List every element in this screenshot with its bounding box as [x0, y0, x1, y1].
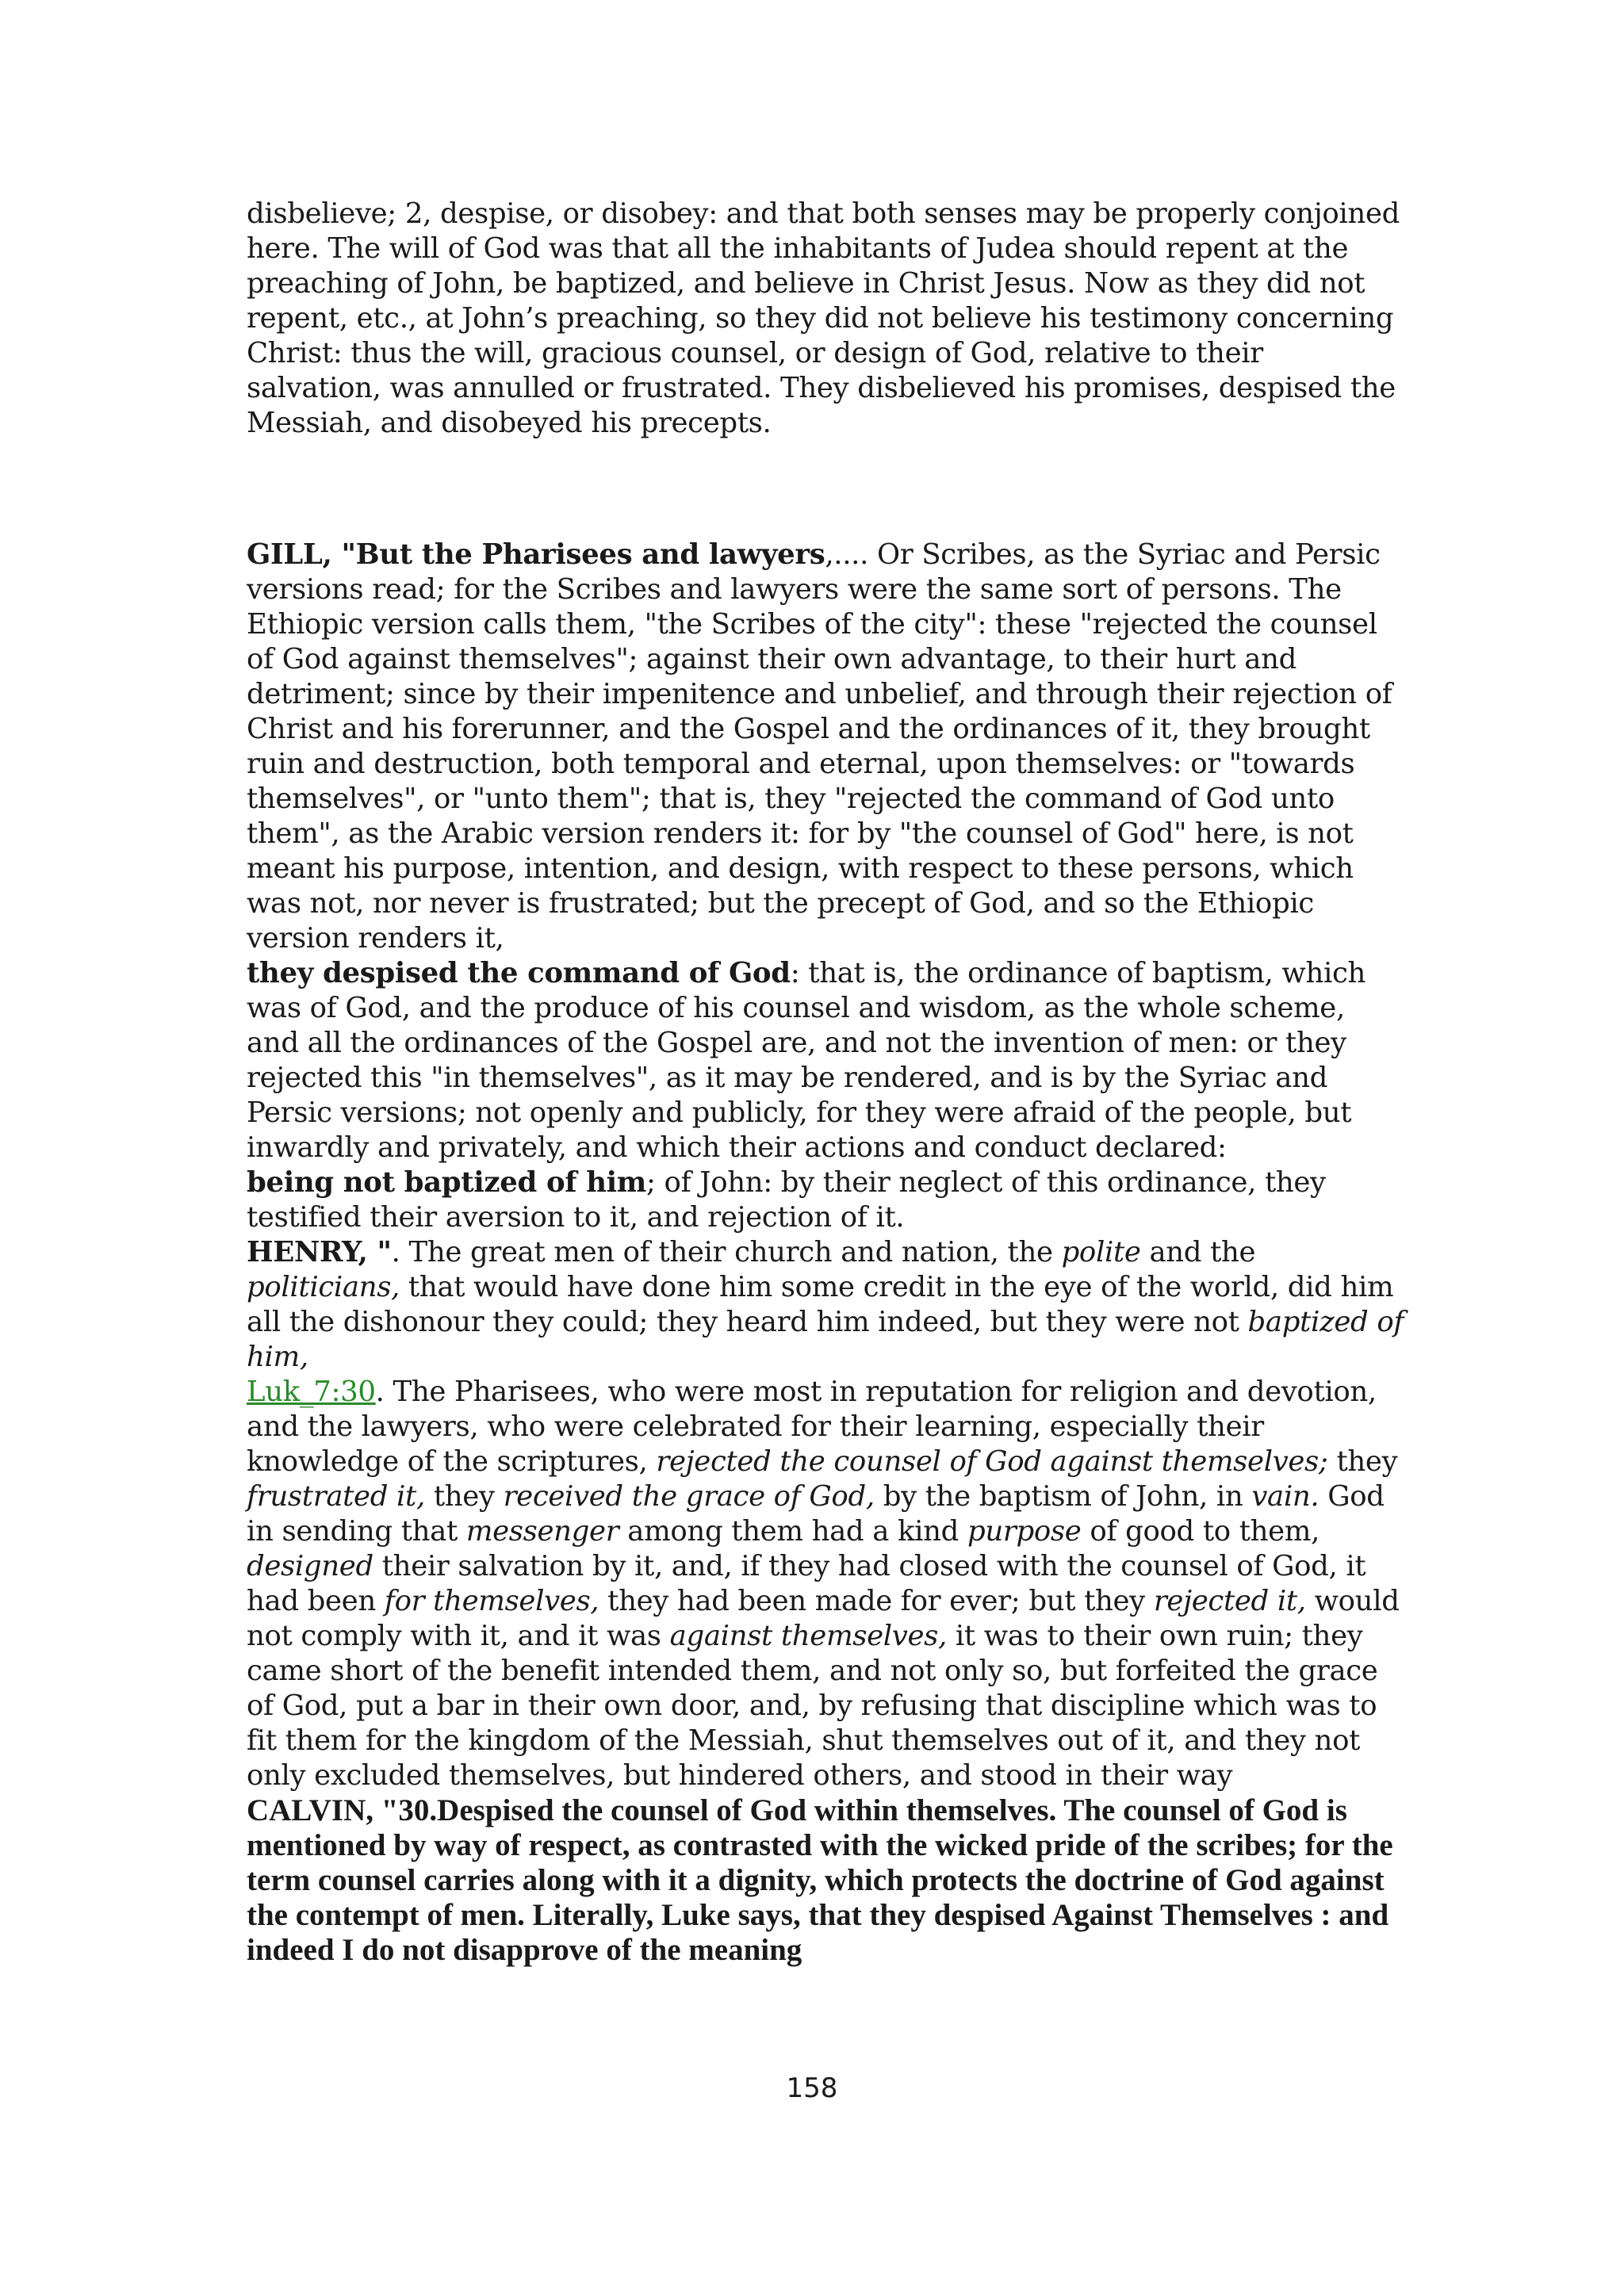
despised-text: : that is, the ordinance of baptism, which was of God, and the produce of his counsel and wisdom, as the whole scheme, and all the ordinances of the Gospel are, and not the invention of men: or they rejected this "in themselves", as it may be rendered, and is by the Syriac and Persic versions; not openly and publicly, for they were afraid of the people, but inwardly and privately, and which their actions and conduct declared:	[247, 957, 1366, 1164]
paragraph-intro: disbelieve; 2, despise, or disobey: and that both senses may be properly conjoined here. The will of God was that all the inhabitants of Judea should repent at the preaching of John, be baptized, and believe in Christ Jesus. Now as they did not repent, etc., at John’s preaching, so they did not believe his testimony concerning Christ: thus the will, gracious counsel, or design of God, relative to their salvation, was annulled or frustrated. They disbelieved his promises, despised the Messiah, and disobeyed his precepts.	[247, 197, 1400, 439]
page-number: 158	[786, 2072, 838, 2104]
gill-heading: GILL, "But the Pharisees and lawyers	[247, 538, 825, 571]
paragraph-calvin: CALVIN, "30.Despised the counsel of God within themselves. The counsel of God is mentioned by way of respect, as contrasted with the wicked pride of the scribes; for the term counsel carries along with it a dignity, which protects the doctrine of God against the contempt of men. Literally, Luke says, that they despised Against Themselves : and indeed I do not disapprove of the meaning	[247, 1793, 1393, 1967]
paragraph-baptized	[247, 1165, 1404, 1235]
document-body	[247, 197, 1404, 1968]
baptized-heading: being not baptized of him	[247, 1166, 647, 1199]
paragraph-despised	[247, 956, 1404, 1165]
paragraph-gill	[247, 538, 1404, 956]
spacer	[247, 441, 1404, 538]
despised-heading: they despised the command of God	[247, 957, 791, 989]
scripture-link[interactable]: Luk_7:30	[247, 1376, 376, 1408]
gill-text: ,.... Or Scribes, as the Syriac and Persic versions read; for the Scribes and lawyers were the same sort of persons. The Ethiopic version calls them, "the Scribes of the city": these "rejected the counsel of God against themselves"; against their own advantage, to their hurt and detriment; since by their impenitence and unbelief, and through their rejection of Christ and his forerunner, and the Gospel and the ordinances of it, they brought ruin and destruction, both temporal and eternal, upon themselves: or "towards themselves", or "unto them"; that is, they "rejected the command of God unto them", as the Arabic version renders it: for by "the counsel of God" here, is not meant his purpose, intention, and design, with respect to these persons, which was not, nor never is frustrated; but the precept of God, and so the Ethiopic version renders it,	[247, 538, 1392, 955]
paragraph-henry: HENRY, ". The great men of their church and nation, the polite and the politicians, that would have done him some credit in the eye of the world, did him all the dishonour they could; they heard him indeed, but they were not baptized of him, Luk_7:30. The Pharisees, who were most in reputation for religion and devotion, and the lawyers, who were celebrated for their learning, especially their knowledge of the scriptures, rejected the counsel of God against themselves; they frustrated it, they received the grace of God, by the baptism of John, in vain. God in sending that messenger among them had a kind purpose of good to them, designed their salvation by it, and, if they had closed with the counsel of God, it had been for themselves, they had been made for ever; but they rejected it, would not comply with it, and it was against themselves, it was to their own ruin; they came short of the benefit intended them, and not only so, but forfeited the grace of God, put a bar in their own door, and, by refusing that discipline which was to fit them for the kingdom of the Messiah, shut themselves out of it, and they not only excluded themselves, but hindered others, and stood in their way	[247, 1236, 1404, 1792]
baptized-text: ; of John: by their neglect of this ordinance, they testified their aversion to it, and rejection of it.	[247, 1166, 1326, 1234]
henry-heading: HENRY, "	[247, 1236, 392, 1269]
